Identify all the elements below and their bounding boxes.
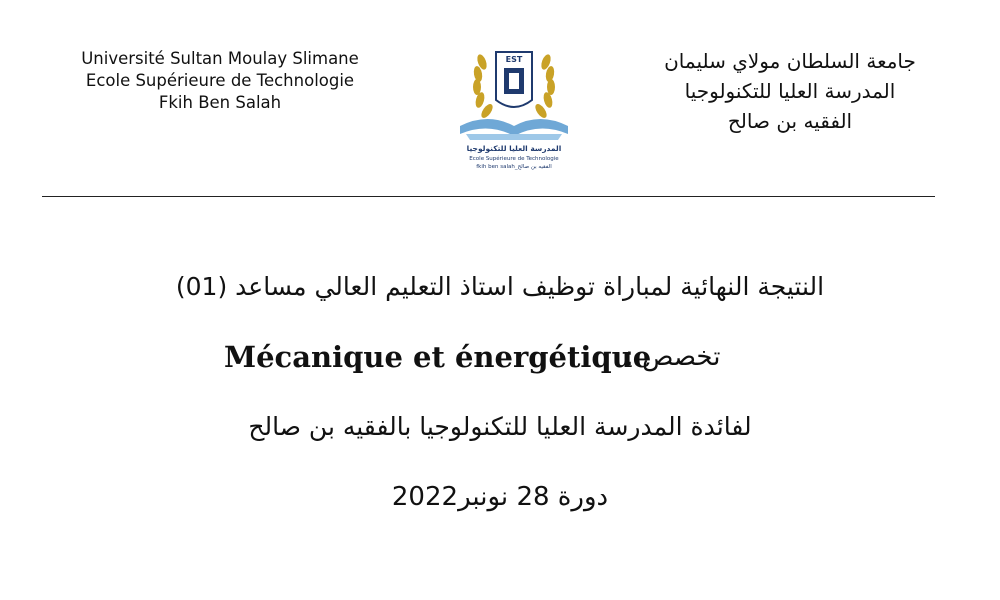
session-line: دورة 28 نونبر2022 bbox=[391, 482, 609, 512]
svg-text:المدرسة العليا للتكنولوجيا: المدرسة العليا للتكنولوجيا bbox=[466, 144, 562, 153]
school-name-ar: المدرسة العليا للتكنولوجيا bbox=[684, 79, 896, 103]
specialty-label: تخصص : bbox=[625, 342, 721, 372]
arabic-institution-header bbox=[640, 46, 940, 136]
announcement-title: النتيجة النهائية لمباراة توظيف استاذ التعليم العالي مساعد (01) bbox=[175, 272, 825, 301]
svg-text:EST: EST bbox=[505, 55, 523, 64]
school-logo bbox=[452, 42, 576, 174]
specialty-line bbox=[0, 340, 1000, 384]
specialty-value: Mécanique et énergétique bbox=[224, 340, 652, 374]
svg-text:fkih ben salah_الفقيه بن صالح: fkih ben salah_الفقيه بن صالح bbox=[476, 164, 552, 170]
university-name-fr: Université Sultan Moulay Slimane bbox=[81, 49, 359, 68]
french-institution-header bbox=[60, 48, 380, 114]
city-name-fr: Fkih Ben Salah bbox=[158, 93, 282, 112]
beneficiary-line: لفائدة المدرسة العليا للتكنولوجيا بالفقيه بن صالح bbox=[248, 412, 752, 441]
city-name-ar: الفقيه بن صالح bbox=[727, 109, 853, 133]
svg-text:Ecole Supérieure de Technologi: Ecole Supérieure de Technologie bbox=[469, 156, 559, 162]
header-divider bbox=[42, 196, 935, 197]
school-name-fr: Ecole Supérieure de Technologie bbox=[85, 71, 355, 90]
university-name-ar: جامعة السلطان مولاي سليمان bbox=[664, 49, 916, 73]
